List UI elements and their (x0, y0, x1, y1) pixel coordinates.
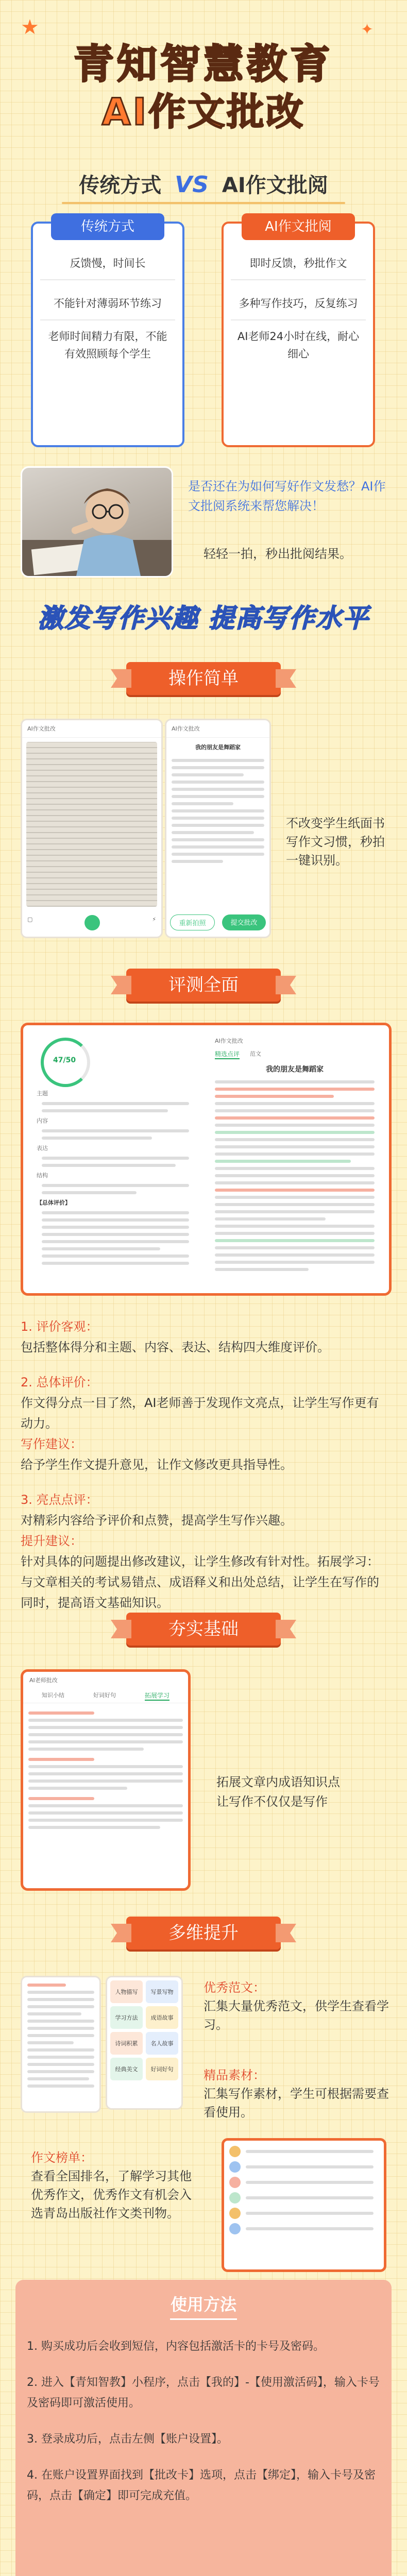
avatar (229, 2177, 241, 2188)
phone-scan-screen (21, 719, 163, 938)
material-card[interactable]: 写景写物 (146, 1980, 178, 2003)
eval-essay-title: 我的朋友是舞蹈家 (266, 1065, 324, 1074)
slogan: 激发写作兴趣 提高写作水平 (38, 603, 369, 633)
eval-label-content: 内容 (37, 1117, 48, 1124)
material-card[interactable]: 好词好句 (146, 2058, 178, 2080)
material-card[interactable]: 名人故事 (146, 2032, 178, 2055)
ai-title: AI作文批阅 (242, 213, 355, 240)
multi-item-head: 优秀范文： (204, 1980, 265, 1995)
point-head: 总体评价： (36, 1375, 98, 1389)
material-card[interactable]: 人物描写 (110, 1980, 143, 2003)
multi-item-material (204, 2066, 389, 2122)
usage-title: 使用方法 (170, 2295, 236, 2314)
tab-extended-learning[interactable]: 拓展学习 (145, 1691, 169, 1701)
page-subtitle: AI作文批改 (101, 90, 306, 133)
section-banner-eval: 评测全面 (126, 969, 281, 1002)
multi-item-body: 汇集写作素材，学生可根据需要查看使用。 (204, 2087, 389, 2120)
point-num: 3. (21, 1493, 32, 1507)
ranking-list (224, 2141, 384, 2244)
phone-result-screen (165, 719, 271, 938)
avatar (229, 2161, 241, 2173)
point-body: 对精彩内容给予评价和点赞，提高学生写作兴趣。 (21, 1513, 293, 1528)
multi-item-head: 作文榜单： (31, 2150, 93, 2165)
essay-title-preview: 我的朋友是舞蹈家 (195, 744, 241, 751)
traditional-title: 传统方式 (51, 213, 164, 240)
ai-item: 即时反馈，秒批作文 (231, 247, 366, 280)
point-subbody: 针对具体的问题提出修改建议，让学生修改有针对性。拓展学习：与文章相关的考试易错点、成语释义和出处总结，让学生在写作的同时，提高语文基础知识。 (21, 1554, 379, 1610)
section-banner-foundation: 夯实基础 (126, 1613, 281, 1646)
section-banner-ops: 操作简单 (126, 662, 281, 695)
tab-knowledge-summary[interactable]: 知识小结 (41, 1692, 64, 1699)
section-banner-multi: 多维提升 (126, 1917, 281, 1950)
ops-description: 不改变学生纸面书写作文习惯，秒拍一键识别。 (286, 816, 385, 868)
eval-label-expression: 表达 (37, 1145, 48, 1151)
point-subbody: 给予学生作文提升意见，让作文修改更具指导性。 (21, 1458, 293, 1472)
ranking-phone (222, 2138, 386, 2272)
comparison-heading (0, 169, 407, 198)
material-card[interactable]: 经典美文 (110, 2058, 143, 2080)
eval-phone-right (210, 1032, 380, 1285)
point-head: 亮点点评： (36, 1493, 98, 1507)
phone-result-bar: AI作文批改 (166, 720, 269, 738)
essay-text-lines (166, 752, 269, 863)
eval-phone-title: AI作文批改 (215, 1038, 243, 1044)
point-num: 2. (21, 1375, 32, 1389)
traditional-item: 不能针对薄弱环节练习 (40, 287, 175, 320)
student-photo (21, 466, 173, 578)
eval-screen-frame (21, 1023, 392, 1296)
usage-step: 2. 进入【青知智教】小程序，点击【我的】-【使用激活码】，输入卡号及密码即可激活使用。 (27, 2376, 380, 2410)
avatar (229, 2223, 241, 2234)
traditional-item: 反馈慢，时间长 (40, 247, 175, 280)
phone-bar: AI作文批改 (22, 720, 161, 738)
tab-model-essay[interactable]: 范文 (250, 1050, 262, 1057)
shutter-button[interactable] (84, 915, 100, 930)
point-head: 评价客观： (36, 1319, 98, 1334)
comparison-underline (62, 202, 345, 204)
eval-essay-lines (210, 1080, 380, 1271)
tab-featured-review[interactable]: 精选点评 (215, 1049, 240, 1059)
eval-point-2 (21, 1372, 386, 1475)
usage-box (15, 2280, 392, 2576)
eval-point-3 (21, 1489, 386, 1613)
foundation-screen-frame (21, 1669, 191, 1891)
usage-step: 1. 购买成功后会收到短信，内容包括激活卡的卡号及密码。 (27, 2340, 325, 2353)
point-body: 包括整体得分和主题、内容、表达、结构四大维度评价。 (21, 1340, 330, 1354)
usage-step: 4. 在账户设置界面找到【批改卡】选项，点击【绑定】，输入卡号及密码，点击【确定】即可完成充值。 (27, 2469, 376, 2502)
comparison-left-heading: 传统方式 (79, 174, 162, 197)
eval-label-overall: 【总体评价】 (37, 1199, 71, 1206)
foundation-content-lines (23, 1703, 188, 1829)
phone-flash-icon[interactable]: ⚡ (152, 916, 156, 923)
material-card[interactable]: 诗词积累 (110, 2032, 143, 2055)
eval-label-structure: 结构 (37, 1172, 48, 1179)
eval-points (21, 1316, 386, 1613)
foundation-description: 拓展文章内成语知识点让写作不仅仅是写作 (216, 1775, 340, 1809)
multi-item-ranking (31, 2148, 201, 2223)
phone-gallery-icon[interactable]: ▢ (27, 916, 33, 923)
traditional-column (31, 219, 184, 447)
traditional-item: 老师时间精力有限，不能有效照顾每个学生 (48, 330, 167, 360)
eval-point-1 (21, 1316, 386, 1358)
multi-item-body: 查看全国排名，了解学习其他优秀作文，优秀作文有机会入选青岛出版社作文类刊物。 (31, 2169, 192, 2221)
vs-label: VS (175, 172, 209, 198)
point-subhead: 提升建议： (21, 1534, 82, 1548)
student-tagline: 轻轻一拍，秒出批阅结果。 (204, 547, 352, 561)
point-num: 1. (21, 1319, 32, 1334)
avatar (229, 2146, 241, 2157)
student-question: 是否还在为如何写好作文发愁？AI作文批阅系统来帮您解决！ (188, 479, 386, 513)
page-title: 青知智慧教育 (73, 41, 333, 88)
multi-item-model (204, 1978, 389, 2034)
point-body: 作文得分点一目了然，AI老师善于发现作文亮点，让学生写作更有动力。 (21, 1396, 379, 1431)
ai-item: 多种写作技巧，反复练习 (231, 287, 366, 320)
material-grid-phone (106, 1976, 183, 2110)
material-card[interactable]: 学习方法 (110, 2006, 143, 2029)
material-card[interactable]: 成语故事 (146, 2006, 178, 2029)
multi-item-body: 汇集大量优秀范文，供学生查看学习。 (204, 1999, 389, 2032)
score-value: 47/50 (53, 1056, 76, 1064)
foundation-phone-title: AI老师批改 (29, 1677, 58, 1684)
ai-item: AI老师24小时在线，耐心细心 (237, 330, 360, 360)
header-deco-left: ★ (21, 15, 39, 39)
eval-label-theme: 主题 (37, 1090, 48, 1097)
avatar (229, 2208, 241, 2219)
avatar (229, 2192, 241, 2204)
tab-good-words[interactable]: 好词好句 (93, 1692, 116, 1699)
essay-scan-image (26, 742, 157, 907)
model-essay-phone (21, 1976, 101, 2113)
header-deco-right: ✦ (361, 21, 374, 39)
ai-column (222, 219, 375, 447)
multi-item-head: 精品素材： (204, 2068, 265, 2082)
submit-correction-button[interactable]: 提交批改 (222, 914, 265, 930)
usage-step: 3. 登录成功后，点击左侧【账户设置】。 (27, 2433, 228, 2446)
retake-button[interactable]: 重新拍照 (170, 914, 214, 930)
eval-phone-left (30, 1032, 200, 1285)
usage-title-underline (170, 2318, 237, 2320)
point-subhead: 写作建议： (21, 1437, 82, 1451)
comparison-right-heading: AI作文批阅 (222, 174, 328, 197)
